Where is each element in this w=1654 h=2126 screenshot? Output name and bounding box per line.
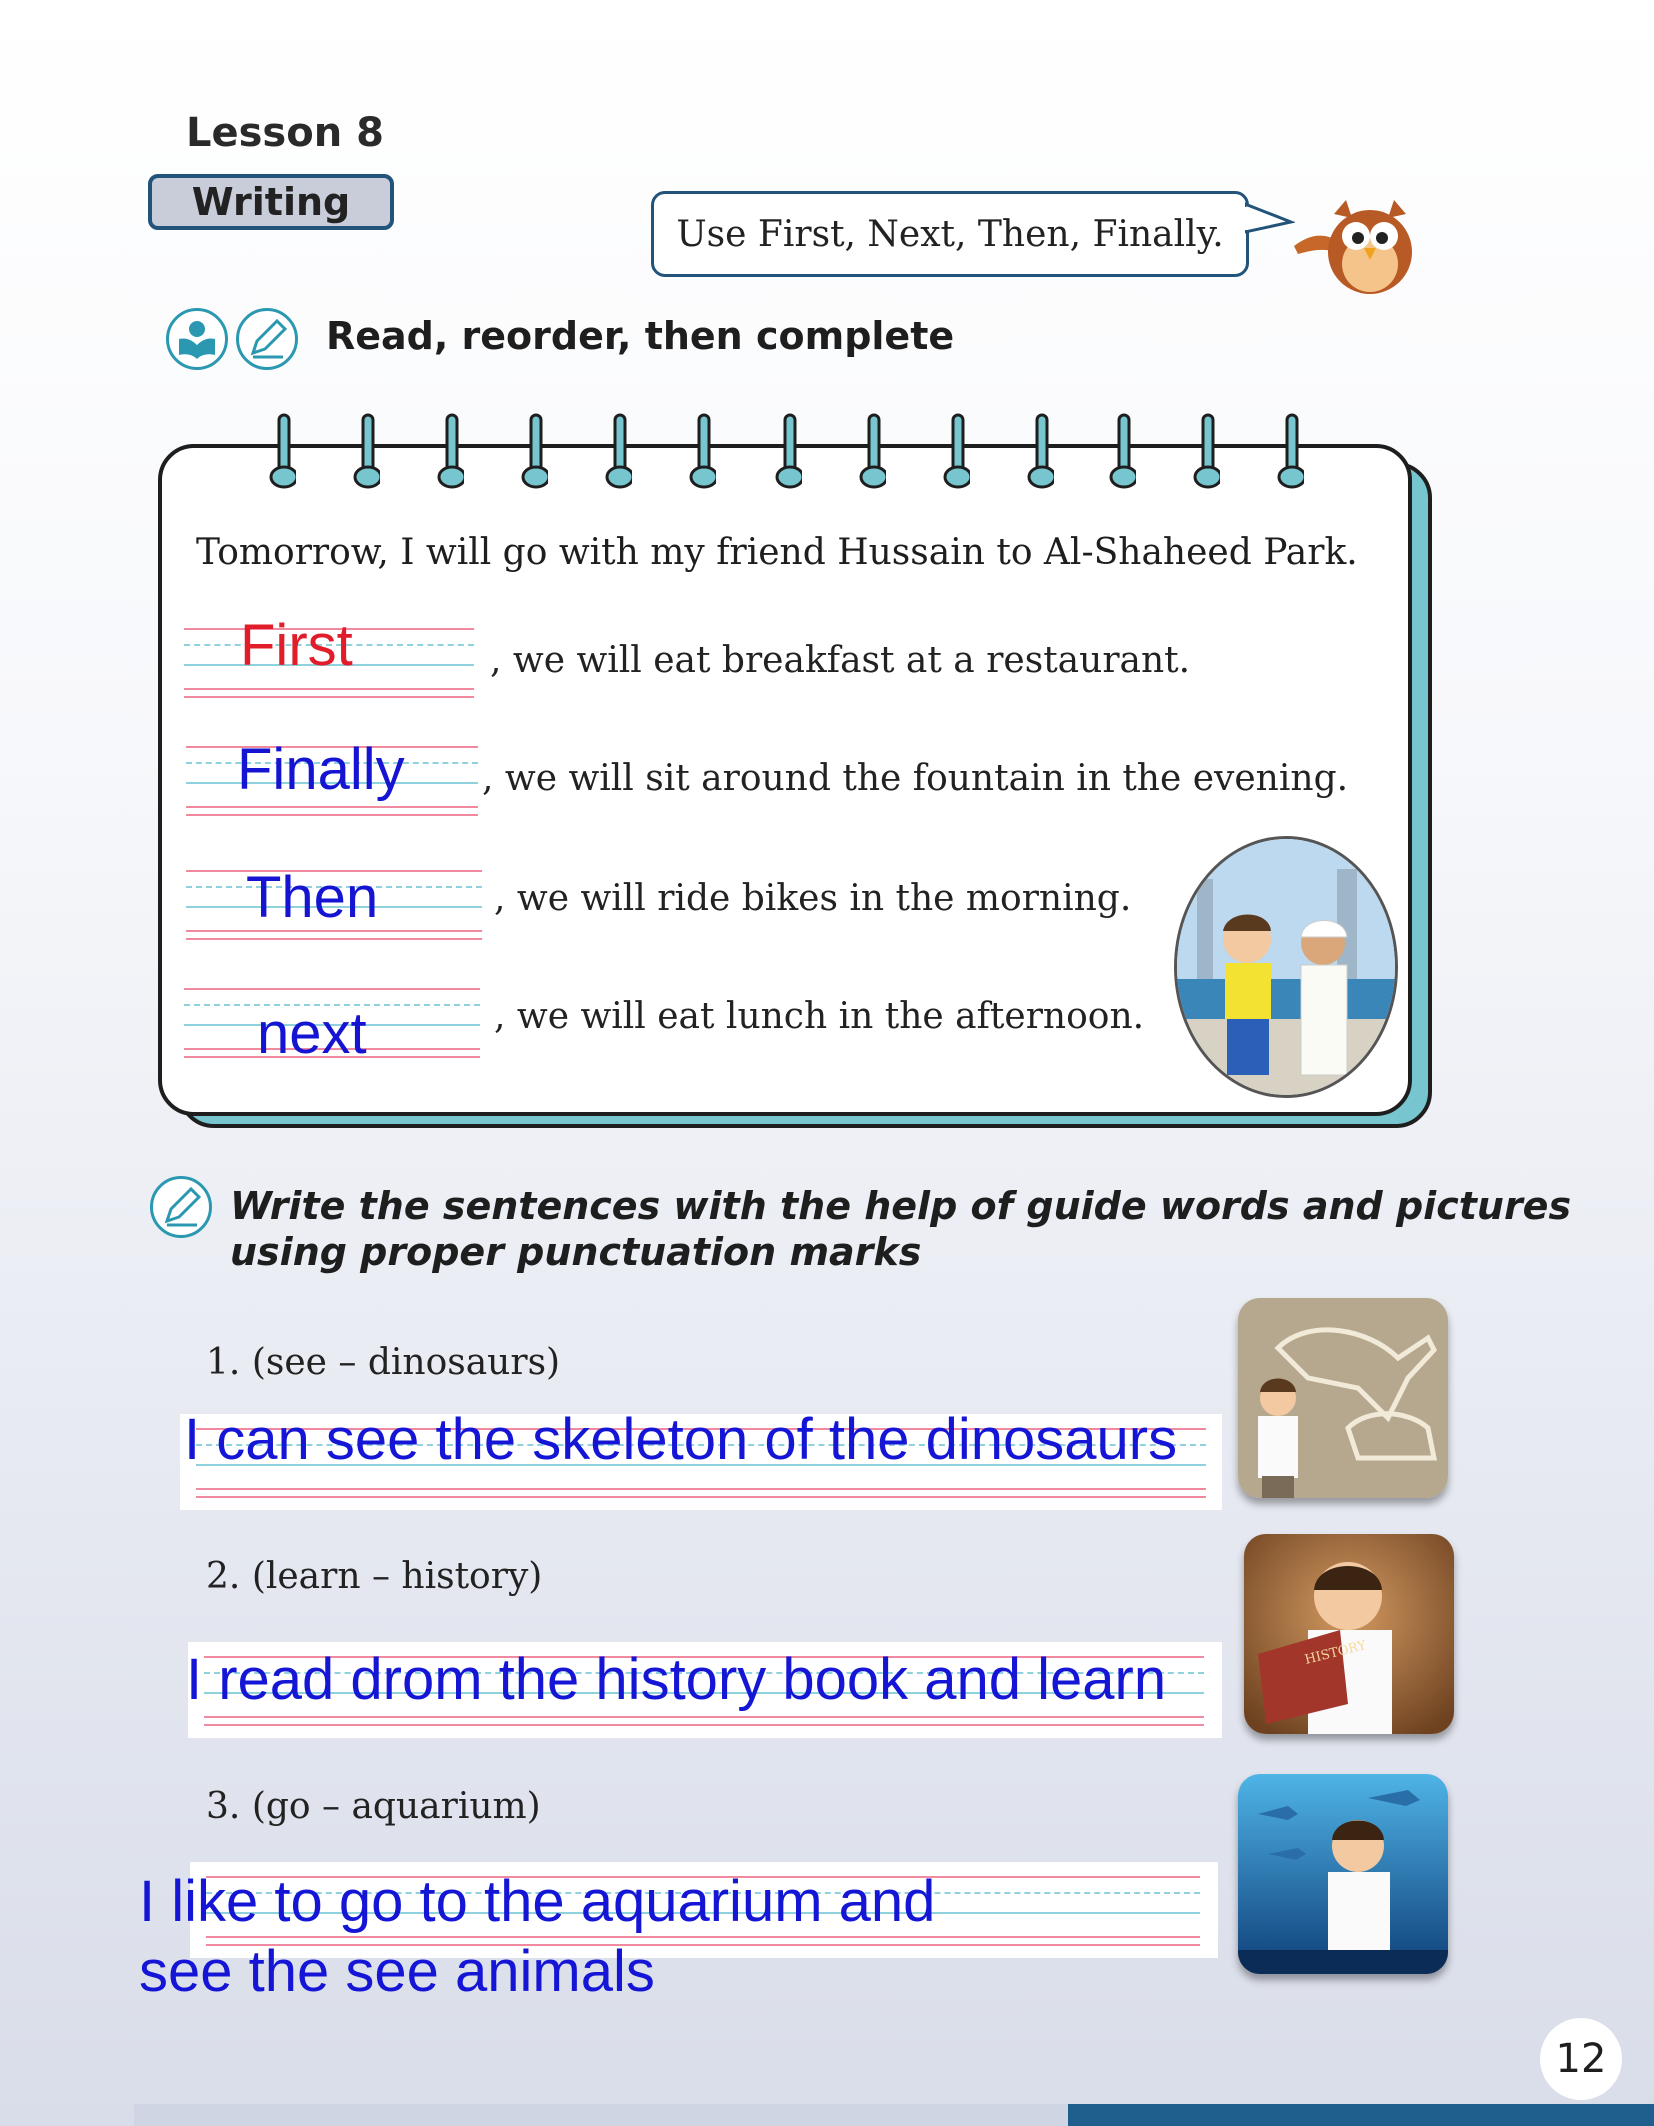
guide-words: (go – aquarium) — [251, 1786, 541, 1827]
spiral-ring — [436, 413, 464, 489]
item-2-guide — [206, 1556, 542, 1597]
spiral-ring — [942, 413, 970, 489]
sentence-2: , we will sit around the fountain in the evening. — [482, 758, 1349, 799]
guide-words: (learn – history) — [251, 1556, 543, 1597]
spiral-ring — [858, 413, 886, 489]
footer-bar-right — [1068, 2104, 1654, 2126]
sentence-1: , we will eat breakfast at a restaurant. — [490, 640, 1191, 681]
item-1-guide — [206, 1342, 560, 1383]
spiral-ring — [1026, 413, 1054, 489]
spiral-ring — [1192, 413, 1220, 489]
speech-bubble-text: Use First, Next, Then, Finally. — [676, 213, 1224, 255]
spiral-ring — [1276, 413, 1304, 489]
sentence-4: , we will eat lunch in the afternoon. — [494, 996, 1145, 1037]
friends-picture — [1174, 836, 1398, 1098]
item-number: 1. — [206, 1342, 241, 1383]
section-label — [148, 174, 394, 230]
task2-instruction-line2: using proper punctuation marks — [230, 1230, 922, 1274]
section-label-text: Writing — [191, 180, 351, 224]
task2-instruction-line1: Write the sentences with the help of guide words and pictures — [230, 1184, 1572, 1228]
aquarium-picture — [1238, 1774, 1448, 1974]
answer-4[interactable]: next — [257, 1001, 367, 1066]
lesson-title: Lesson 8 — [186, 110, 384, 156]
item-3-answer-line2[interactable]: see the see animals — [139, 1939, 655, 2004]
story-intro: Tomorrow, I will go with my friend Hussain to Al-Shaheed Park. — [196, 532, 1358, 573]
spiral-ring — [1108, 413, 1136, 489]
task1-instruction: Read, reorder, then complete — [326, 314, 955, 358]
answer-2[interactable]: Finally — [237, 737, 405, 802]
spiral-ring — [688, 413, 716, 489]
dinosaur-museum-picture — [1238, 1298, 1448, 1498]
spiral-ring — [774, 413, 802, 489]
pencil-icon — [236, 308, 298, 370]
footer-bar-left — [134, 2104, 1068, 2126]
speech-bubble — [651, 191, 1249, 277]
speech-bubble-tail — [1245, 202, 1295, 242]
history-reader-picture — [1244, 1534, 1454, 1734]
sentence-3: , we will ride bikes in the morning. — [494, 878, 1132, 919]
owl-mascot-icon — [1290, 190, 1420, 300]
item-number: 3. — [206, 1786, 241, 1827]
item-2-answer[interactable]: I read drom the history book and learn — [186, 1647, 1167, 1712]
answer-3[interactable]: Then — [246, 865, 379, 930]
spiral-ring — [268, 413, 296, 489]
item-3-guide — [206, 1786, 541, 1827]
answer-1[interactable]: First — [240, 613, 353, 678]
page-number: 12 — [1540, 2018, 1622, 2100]
spiral-ring — [520, 413, 548, 489]
item-number: 2. — [206, 1556, 241, 1597]
spiral-ring — [604, 413, 632, 489]
item-3-answer-line1[interactable]: I like to go to the aquarium and — [139, 1869, 936, 1934]
reading-icon — [166, 308, 228, 370]
pencil-icon — [150, 1176, 212, 1238]
guide-words: (see – dinosaurs) — [251, 1342, 561, 1383]
book-label: HISTORY — [1303, 1638, 1368, 1668]
item-1-answer[interactable]: I can see the skeleton of the dinosaurs — [184, 1407, 1178, 1472]
spiral-ring — [352, 413, 380, 489]
